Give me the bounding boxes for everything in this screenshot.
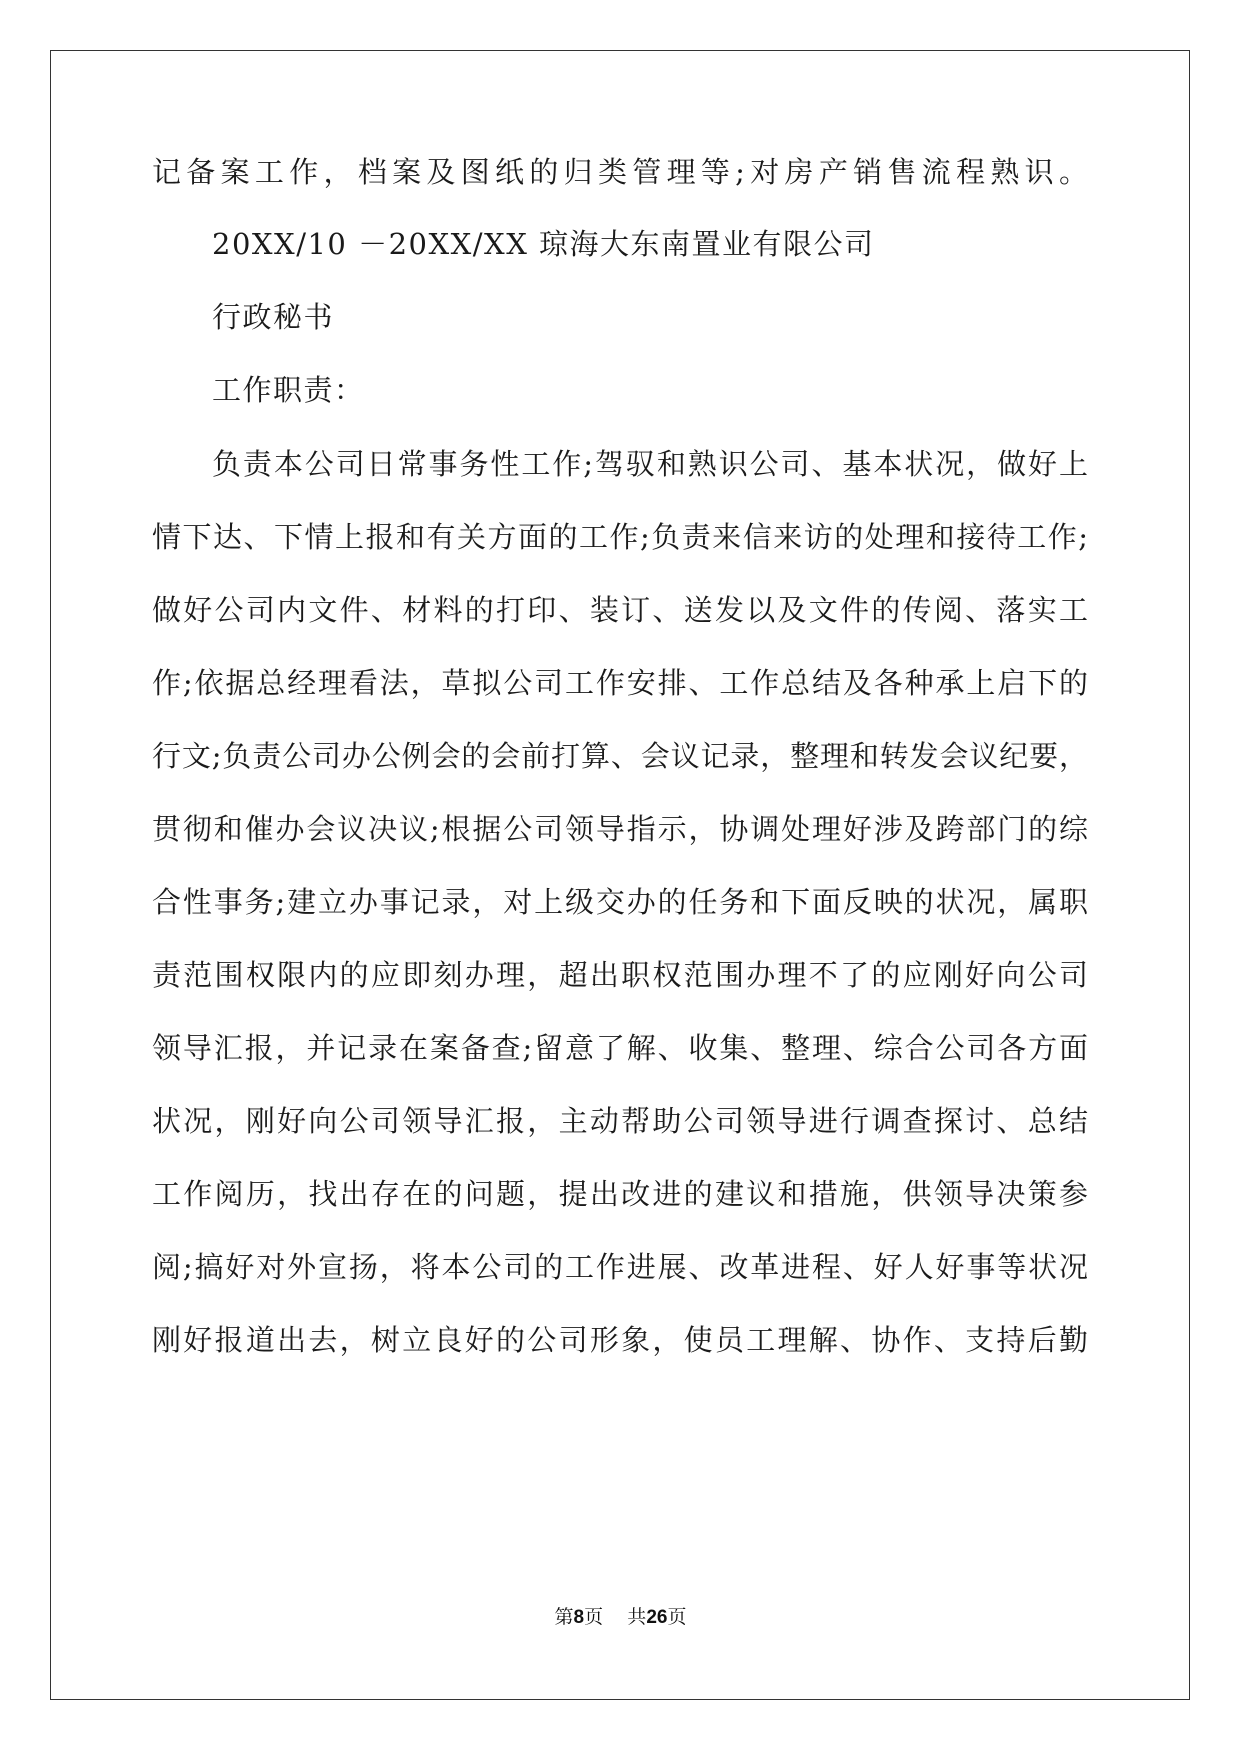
paragraph-line: 阅;搞好对外宣扬，将本公司的工作进展、改革进程、好人好事等状况 bbox=[152, 1250, 1088, 1284]
paragraph-line: 领导汇报，并记录在案备查;留意了解、收集、整理、综合公司各方面 bbox=[152, 1031, 1088, 1065]
total-label-prefix: 共 bbox=[627, 1606, 647, 1628]
page-number: 8 bbox=[573, 1607, 585, 1628]
paragraph-line: 责范围权限内的应即刻办理，超出职权范围办理不了的应刚好向公司 bbox=[152, 958, 1088, 992]
paragraph-line: 行文;负责公司办公例会的会前打算、会议记录，整理和转发会议纪要， bbox=[152, 739, 1088, 773]
paragraph-line: 情下达、下情上报和有关方面的工作;负责来信来访的处理和接待工作; bbox=[152, 520, 1088, 554]
total-label-suffix: 页 bbox=[667, 1606, 687, 1628]
job-title-line: 行政秘书 bbox=[212, 300, 335, 334]
paragraph-line: 记备案工作，档案及图纸的归类管理等;对房产销售流程熟识。 bbox=[152, 155, 1088, 189]
paragraph-line: 合性事务;建立办事记录，对上级交办的任务和下面反映的状况，属职 bbox=[152, 885, 1088, 919]
page-footer bbox=[0, 1604, 1241, 1631]
page-label-prefix: 第 bbox=[554, 1606, 574, 1628]
paragraph-line: 负责本公司日常事务性工作;驾驭和熟识公司、基本状况，做好上 bbox=[212, 447, 1088, 481]
duties-heading: 工作职责： bbox=[212, 373, 365, 407]
paragraph-line: 状况，刚好向公司领导汇报，主动帮助公司领导进行调查探讨、总结 bbox=[152, 1104, 1088, 1138]
paragraph-line: 贯彻和催办会议决议;根据公司领导指示，协调处理好涉及跨部门的综 bbox=[152, 812, 1088, 846]
paragraph-line: 作;依据总经理看法，草拟公司工作安排、工作总结及各种承上启下的 bbox=[152, 666, 1088, 700]
employment-period-line: 20XX/10 －20XX/XX 琼海大东南置业有限公司 bbox=[212, 227, 875, 261]
page-label-suffix: 页 bbox=[584, 1606, 604, 1628]
paragraph-line: 工作阅历，找出存在的问题，提出改进的建议和措施，供领导决策参 bbox=[152, 1177, 1088, 1211]
paragraph-line: 刚好报道出去，树立良好的公司形象，使员工理解、协作、支持后勤 bbox=[152, 1323, 1088, 1357]
paragraph-line: 做好公司内文件、材料的打印、装订、送发以及文件的传阅、落实工 bbox=[152, 593, 1088, 627]
total-pages: 26 bbox=[646, 1607, 668, 1628]
